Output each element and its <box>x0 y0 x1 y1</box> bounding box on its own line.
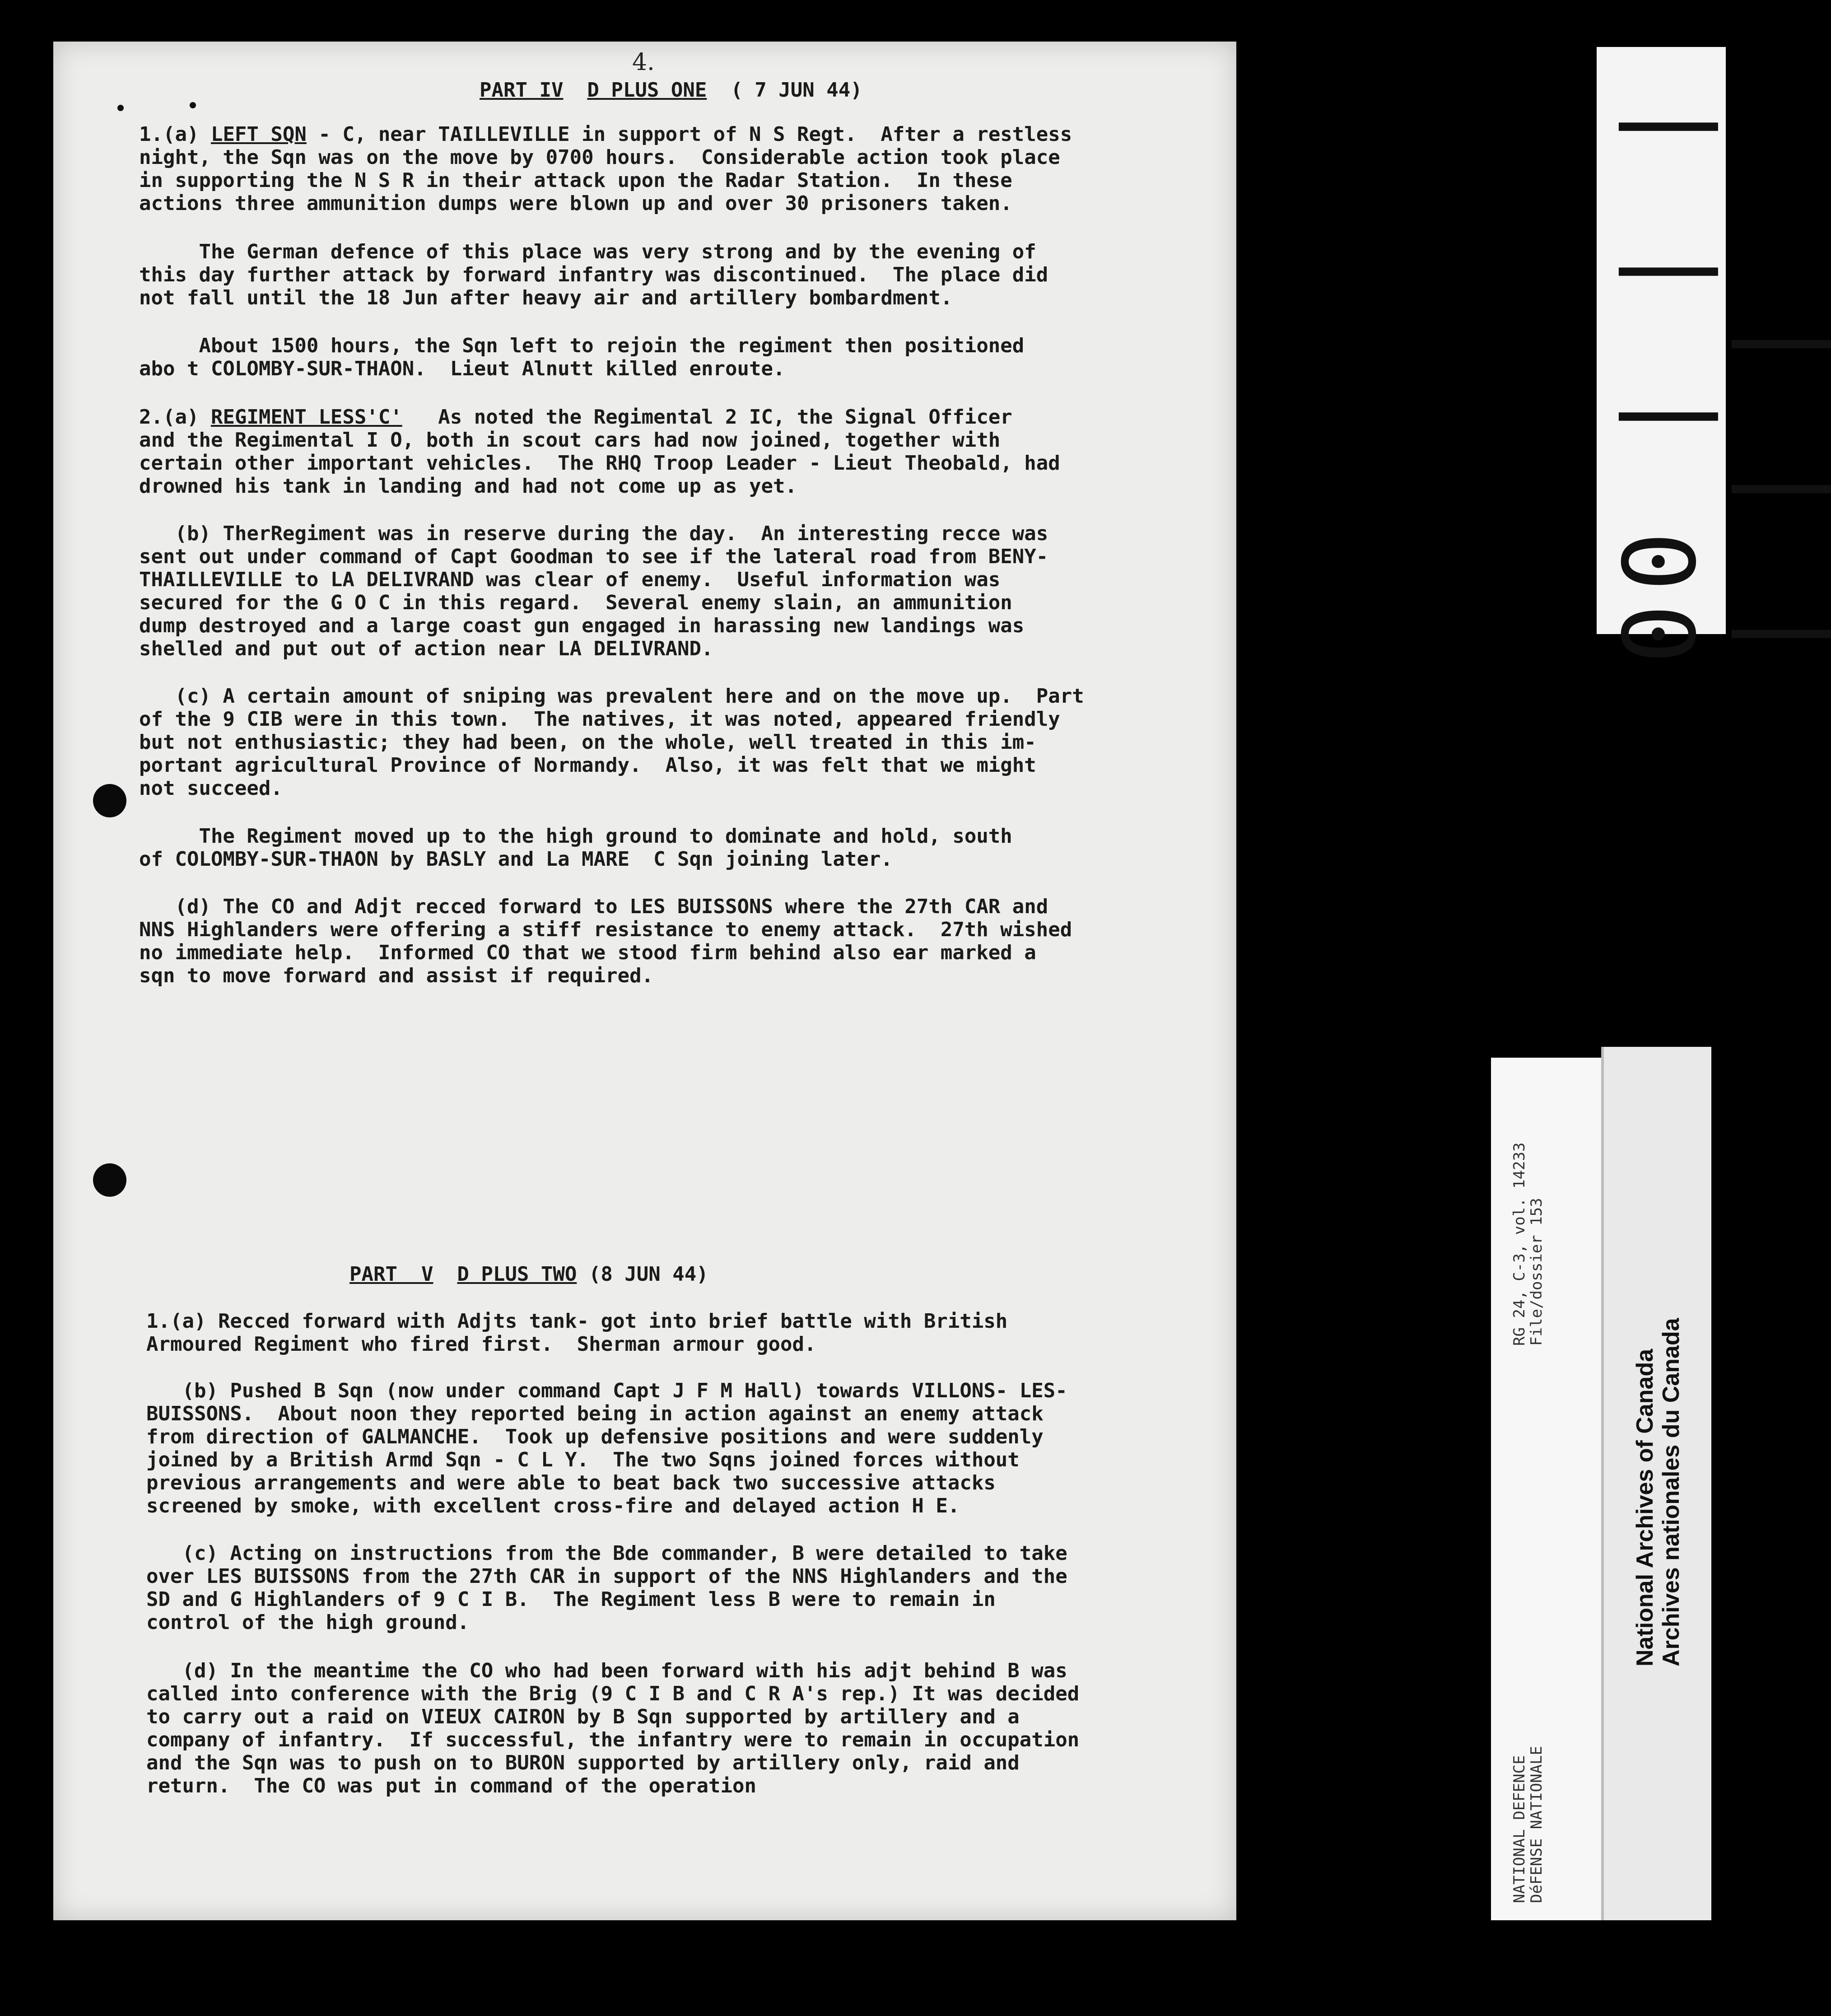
text-line: NNS Highlanders were offering a stiff resistance to enemy attack. 27th wished <box>139 918 1072 941</box>
text-line: Armoured Regiment who fired first. Sherman armour good. <box>146 1333 816 1356</box>
part4-title <box>480 79 862 102</box>
text-line: 1.(a) LEFT SQN - C, near TAILLEVILLE in support of N S Regt. After a restless <box>139 123 1072 146</box>
text-line: drowned his tank in landing and had not come up as yet. <box>139 475 797 498</box>
text-line: over LES BUISSONS from the 27th CAR in support of the NNS Highlanders and the <box>146 1565 1067 1588</box>
text-line: (d) In the meantime the CO who had been forward with his adjt behind B was <box>146 1659 1067 1682</box>
left-sqn-heading: LEFT SQN <box>210 123 307 146</box>
archive-reference-label <box>1491 1058 1601 1920</box>
department-line2: DéFENSE NATIONALE <box>1528 1746 1546 1903</box>
text-line: (c) A certain amount of sniping was prevalent here and on the move up. Part <box>139 685 1084 708</box>
punch-mark <box>117 105 124 111</box>
text-line: portant agricultural Province of Normandy. Also, it was felt that we might <box>139 754 1036 777</box>
text-line: The German defence of this place was very strong and by the evening of <box>139 240 1036 263</box>
text-line: The Regiment moved up to the high ground to dominate and hold, south <box>139 825 1012 848</box>
document-page <box>53 42 1236 1920</box>
text-line: (c) Acting on instructions from the Bde commander, B were detailed to take <box>146 1542 1067 1565</box>
frame-code: 00 | | | | | | <box>1603 84 1831 664</box>
department-line1: NATIONAL DEFENCE <box>1510 1755 1528 1903</box>
text-line: 1.(a) Recced forward with Adjts tank- got into brief battle with British <box>146 1310 1008 1333</box>
part5-title-dplus: D PLUS TWO <box>457 1263 577 1286</box>
text-line: THAILLEVILLE to LA DELIVRAND was clear of enemy. Useful information was <box>139 568 1001 591</box>
text-line: joined by a British Armd Sqn - C L Y. The two Sqns joined forces without <box>146 1448 1020 1471</box>
archive-reference-line2: File/dossier 153 <box>1528 1198 1546 1346</box>
text-line: not fall until the 18 Jun after heavy air and artillery bombardment. <box>139 286 953 309</box>
text-line: no immediate help. Informed CO that we stood firm behind also ear marked a <box>139 941 1036 964</box>
punch-hole <box>93 784 126 817</box>
part4-title-dplus: D PLUS ONE <box>587 79 707 102</box>
part5-title <box>349 1263 708 1286</box>
text-line: previous arrangements and were able to beat back two successive attacks <box>146 1471 996 1494</box>
text-line: not succeed. <box>139 777 283 800</box>
text-line: of the 9 CIB were in this town. The natives, it was noted, appeared friendly <box>139 708 1060 731</box>
archive-reference <box>1511 1143 1545 1346</box>
part4-title-date: ( 7 JUN 44) <box>731 79 862 102</box>
text-line: actions three ammunition dumps were blown up and over 30 prisoners taken. <box>139 192 1012 215</box>
text-line: certain other important vehicles. The RHQ Troop Leader - Lieut Theobald, had <box>139 452 1060 475</box>
text-line: screened by smoke, with excellent cross-fire and delayed action H E. <box>146 1494 960 1517</box>
part5-title-part: PART V <box>349 1263 433 1286</box>
text-line: company of infantry. If successful, the infantry were to remain in occupation <box>146 1728 1080 1751</box>
department-label <box>1511 1746 1545 1903</box>
text-line: this day further attack by forward infantry was discontinued. The place did <box>139 263 1048 286</box>
punch-hole <box>93 1163 126 1197</box>
text-line: (b) Pushed B Sqn (now under command Capt J F M Hall) towards VILLONS- LES- <box>146 1379 1067 1402</box>
text-line: BUISSONS. About noon they reported being in action against an enemy attack <box>146 1402 1044 1425</box>
regiment-less-c-heading: REGIMENT LESS'C' <box>210 406 402 429</box>
part4-title-part: PART IV <box>480 79 564 102</box>
part5-title-date: (8 JUN 44) <box>588 1263 708 1286</box>
text-line: night, the Sqn was on the move by 0700 hours. Considerable action took place <box>139 146 1060 169</box>
archive-reference-line1: RG 24, C-3, vol. 14233 <box>1510 1142 1528 1346</box>
text-line: from direction of GALMANCHE. Took up defensive positions and were suddenly <box>146 1425 1044 1448</box>
text-line: sent out under command of Capt Goodman to see if the lateral road from BENY- <box>139 545 1048 568</box>
text-line: sqn to move forward and assist if required. <box>139 964 654 987</box>
text-line: return. The CO was put in command of the operation <box>146 1774 757 1797</box>
text-line: and the Sqn was to push on to BURON supported by artillery only, raid and <box>146 1751 1020 1774</box>
national-archives-text <box>1632 1318 1684 1666</box>
text-line: About 1500 hours, the Sqn left to rejoin the regiment then positioned <box>139 334 1025 357</box>
text-line: but not enthusiastic; they had been, on the whole, well treated in this im- <box>139 731 1036 754</box>
text-line: secured for the G O C in this regard. Several enemy slain, an ammunition <box>139 591 1012 614</box>
text-line: (d) The CO and Adjt recced forward to LES BUISSONS where the 27th CAR and <box>139 895 1048 918</box>
text-line: in supporting the N S R in their attack upon the Radar Station. In these <box>139 169 1012 192</box>
punch-mark <box>190 102 196 108</box>
text-line: SD and G Highlanders of 9 C I B. The Regiment less B were to remain in <box>146 1588 996 1611</box>
page-number: 4. <box>632 49 655 76</box>
text-line: abo t COLOMBY-SUR-THAON. Lieut Alnutt killed enroute. <box>139 357 785 380</box>
text-line: called into conference with the Brig (9 C I B and C R A's rep.) It was decided <box>146 1682 1080 1705</box>
text-line: shelled and put out of action near LA DELIVRAND. <box>139 637 713 660</box>
text-line: and the Regimental I O, both in scout cars had now joined, together with <box>139 429 1001 452</box>
nac-line1: National Archives of Canada <box>1632 1349 1658 1666</box>
text-line: control of the high ground. <box>146 1611 470 1634</box>
text-line: of COLOMBY-SUR-THAON by BASLY and La MARE C Sqn joining later. <box>139 848 893 871</box>
text-line: (b) TherRegiment was in reserve during the day. An interesting recce was <box>139 522 1048 545</box>
text-line: 2.(a) REGIMENT LESS'C' As noted the Regimental 2 IC, the Signal Officer <box>139 406 1012 429</box>
text-line: to carry out a raid on VIEUX CAIRON by B Sqn supported by artillery and a <box>146 1705 1020 1728</box>
text-line: dump destroyed and a large coast gun engaged in harassing new landings was <box>139 614 1025 637</box>
nac-line2: Archives nationales du Canada <box>1658 1318 1684 1666</box>
